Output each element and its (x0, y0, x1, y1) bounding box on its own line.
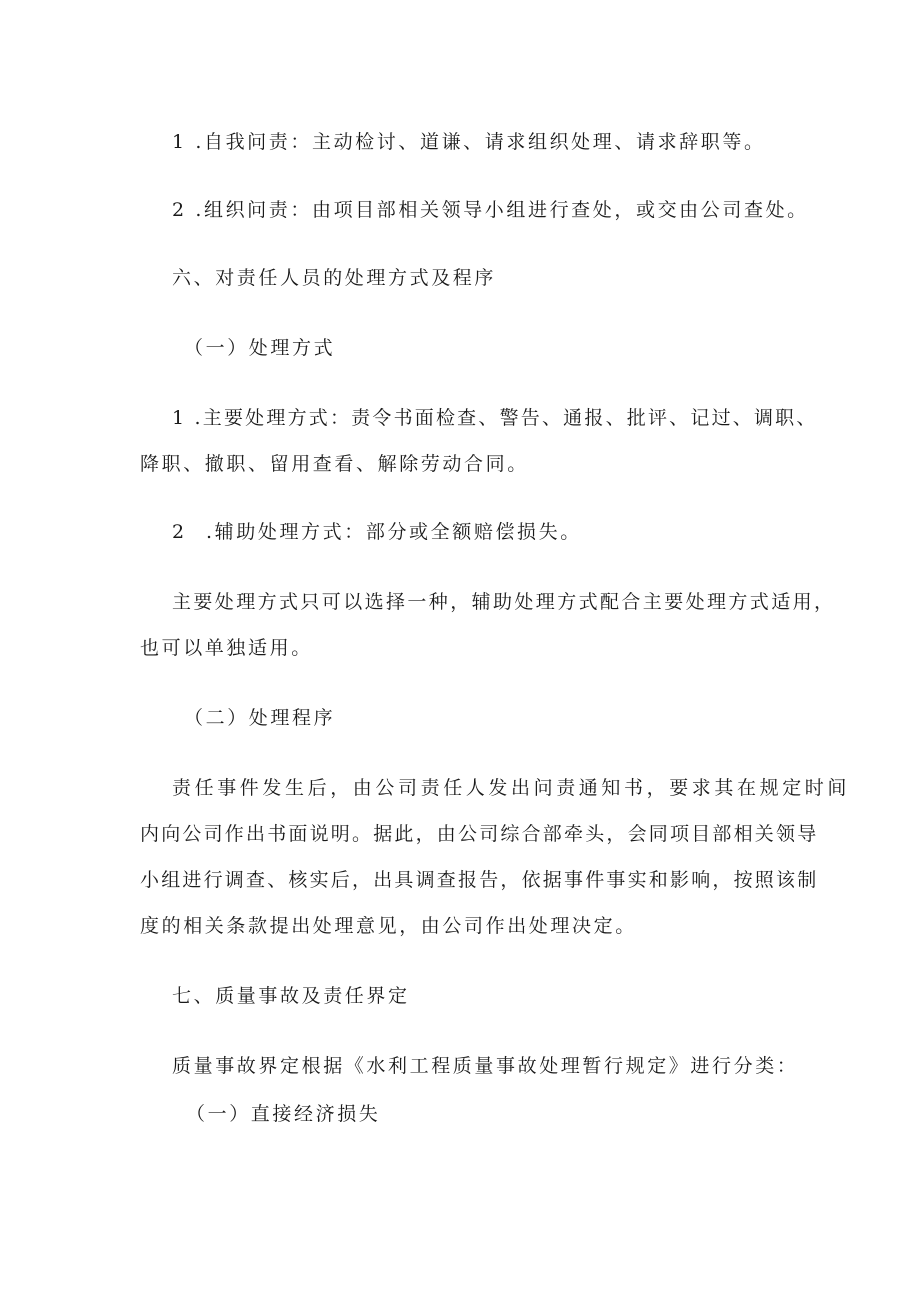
item-self-accountability: 1 .自我问责：主动检讨、道谦、请求组织处理、请求辞职等。 (172, 131, 766, 153)
sub-direct-loss-heading: （一）直接经济损失 (186, 1103, 381, 1125)
section-seven-heading: 七、质量事故及责任界定 (172, 985, 410, 1007)
sub-one-heading: （一）处理方式 (184, 337, 336, 359)
aux-method-item (172, 520, 582, 544)
procedure-line3: 小组进行调查、核实后，出具调查报告，依据事件事实和影响，按照该制 (140, 869, 819, 891)
sub-two-heading: （二）处理程序 (184, 707, 336, 729)
classification-intro: 质量事故界定根据《水利工程质量事故处理暂行规定》进行分类： (172, 1055, 799, 1077)
main-method-line1: 1 .主要处理方式：责令书面检查、警告、通报、批评、记过、调职、 (172, 407, 818, 429)
procedure-line1: 责任事件发生后，由公司责任人发出问责通知书，要求其在规定时间 (172, 777, 851, 799)
aux-method-number: 2 (172, 521, 187, 543)
section-six-heading: 六、对责任人员的处理方式及程序 (172, 267, 497, 289)
procedure-line2: 内向公司作出书面说明。据此，由公司综合部牵头，会同项目部相关领导 (140, 823, 819, 845)
choice-note-line1: 主要处理方式只可以选择一种，辅助处理方式配合主要处理方式适用， (172, 591, 836, 613)
aux-method-text: .辅助处理方式：部分或全额赔偿损失。 (206, 521, 582, 543)
choice-note-line2: 也可以单独适用。 (140, 637, 313, 659)
item-org-accountability: 2 .组织问责：由项目部相关领导小组进行查处，或交由公司查处。 (172, 199, 809, 221)
procedure-line4: 度的相关条款提出处理意见，由公司作出处理决定。 (140, 915, 637, 937)
main-method-line2: 降职、撤职、留用查看、解除劳动合同。 (140, 453, 529, 475)
